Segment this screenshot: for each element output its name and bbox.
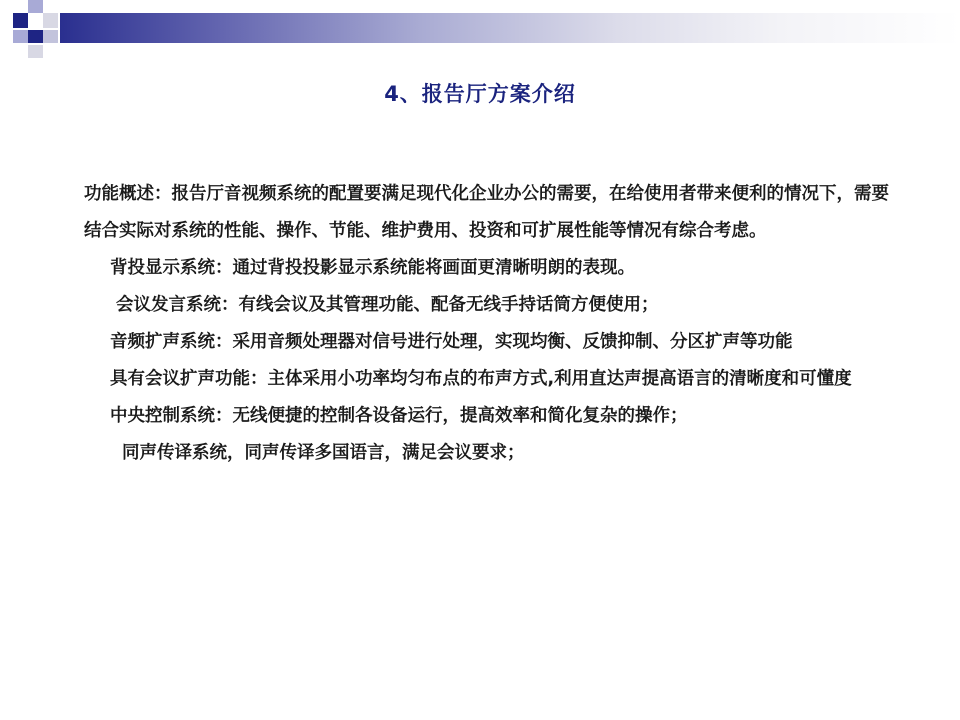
corner-square-lavender	[28, 0, 43, 13]
corner-square-mid	[43, 30, 58, 43]
slide-title: 4、报告厅方案介绍	[384, 82, 576, 106]
corner-square-light-2	[28, 45, 43, 58]
corner-square-navy-2	[28, 30, 43, 43]
paragraph-rear-projection: 背投显示系统：通过背投投影显示系统能将画面更清晰明朗的表现。	[110, 258, 635, 278]
header-gradient-bar	[60, 13, 960, 43]
paragraph-overview: 功能概述：报告厅音视频系统的配置要满足现代化企业办公的需要，在给使用者带来便利的情况下，需要结合实际对系统的性能、操作、节能、维护费用、投资和可扩展性能等情况有综合考虑。	[84, 184, 889, 241]
paragraph-conference-speech: 会议发言系统：有线会议及其管理功能、配备无线手持话筒方便使用；	[116, 295, 659, 315]
paragraph-central-control: 中央控制系统：无线便捷的控制各设备运行，提高效率和简化复杂的操作；	[110, 406, 688, 426]
corner-square-lavender-2	[13, 30, 28, 43]
corner-square-light	[43, 13, 58, 28]
slide-body	[84, 176, 894, 472]
paragraph-simultaneous-interpretation: 同声传译系统，同声传译多国语言，满足会议要求；	[122, 443, 525, 463]
corner-square-navy	[13, 13, 28, 28]
paragraph-conference-sound: 具有会议扩声功能：主体采用小功率均匀布点的布声方式,利用直达声提高语言的清晰度和可懂度	[110, 369, 852, 389]
paragraph-audio-amplification: 音频扩声系统：采用音频处理器对信号进行处理，实现均衡、反馈抑制、分区扩声等功能	[110, 332, 793, 352]
